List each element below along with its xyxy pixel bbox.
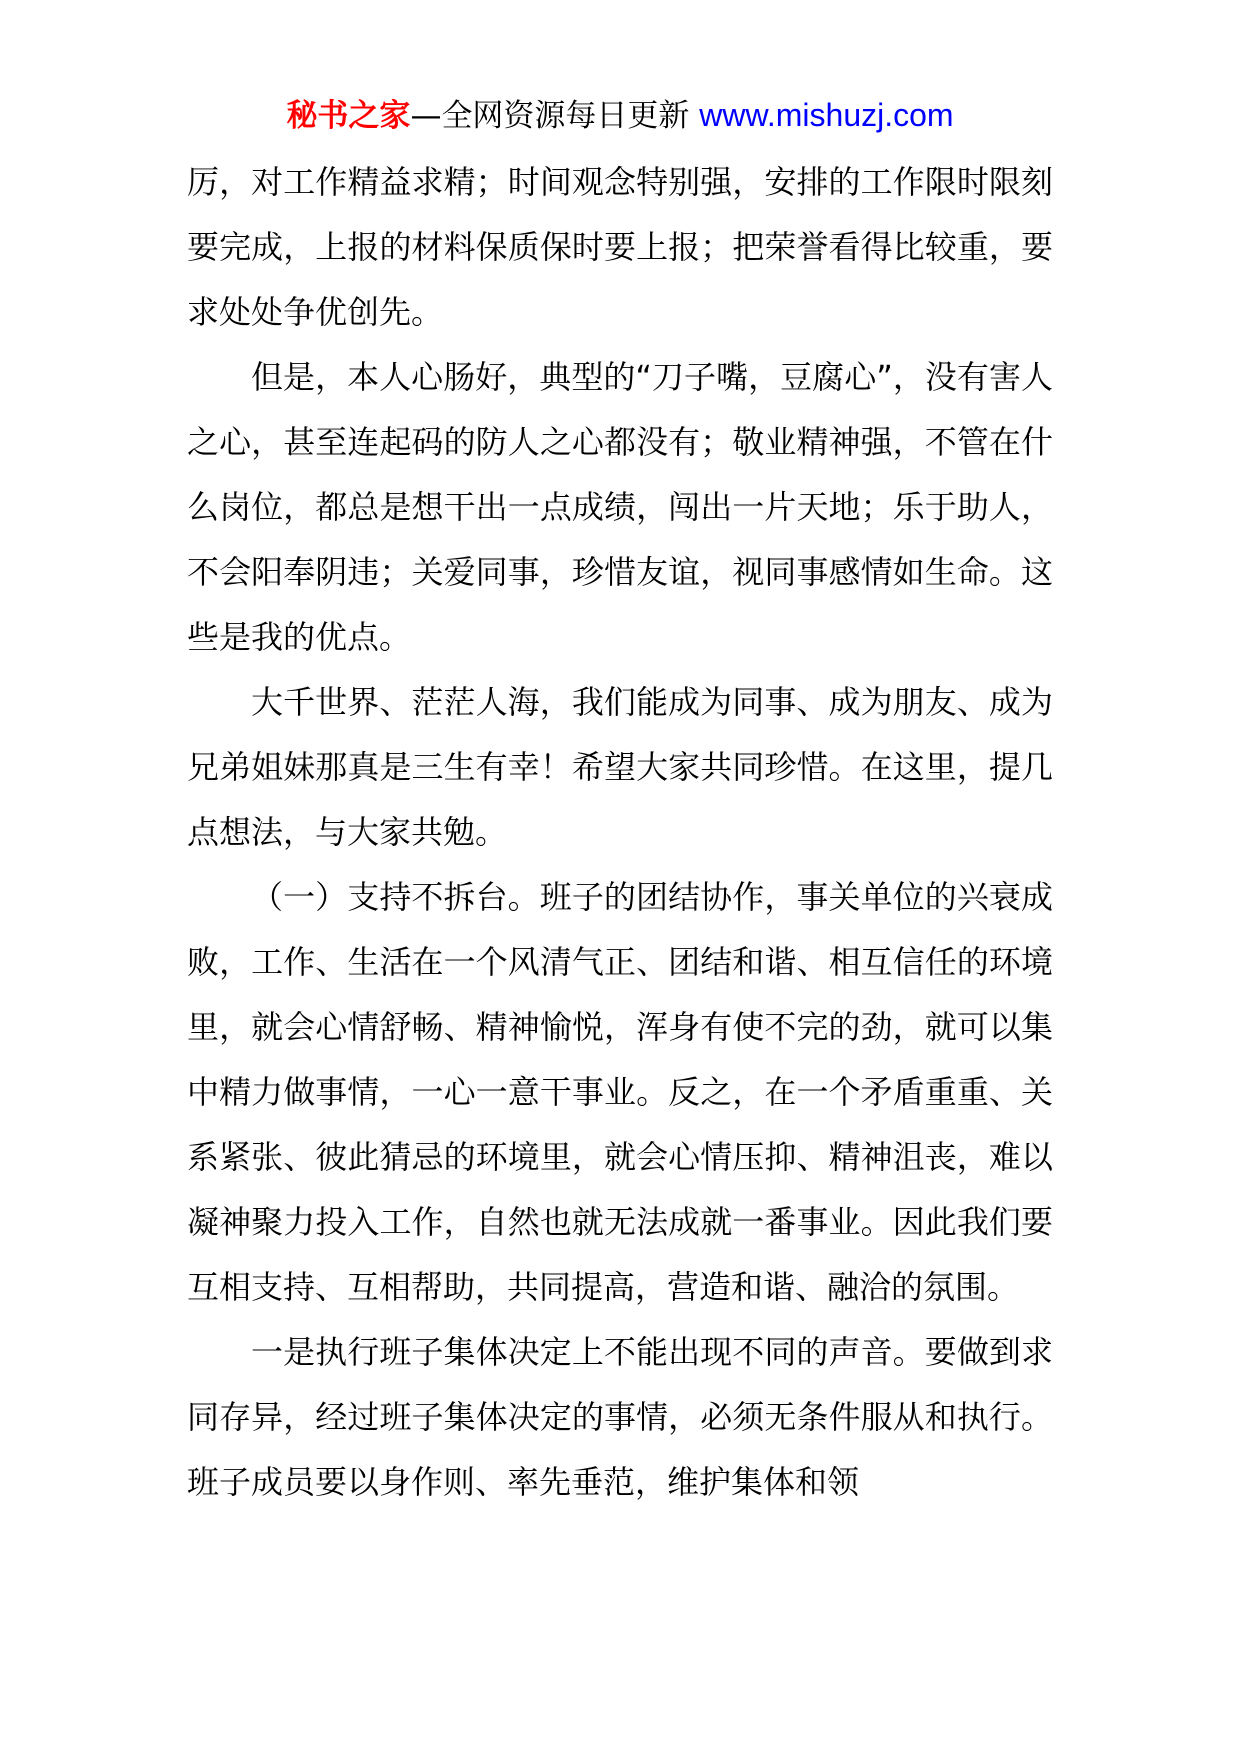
- paragraph: 一是执行班子集体决定上不能出现不同的声音。要做到求同存异，经过班子集体决定的事情，必须无条件服从和执行。班子成员要以身作则、率先垂范，维护集体和领: [187, 1333, 1053, 1501]
- paragraph: 但是，本人心肠好，典型的“刀子嘴，豆腐心”，没有害人之心，甚至连起码的防人之心都没有；敬业精神强，不管在什么岗位，都总是想干出一点成绩，闯出一片天地；乐于助人，不会阳奉阴违；关爱同事，珍惜友谊，视同事感情如生命。这些是我的优点。: [187, 358, 1053, 656]
- brand-name: 秘书之家: [286, 98, 411, 134]
- paragraph: （一）支持不拆台。班子的团结协作，事关单位的兴衰成败，工作、生活在一个风清气正、团结和谐、相互信任的环境里，就会心情舒畅、精神愉悦，浑身有使不完的劲，就可以集中精力做事情，一心一意干事业。反之，在一个矛盾重重、关系紧张、彼此猜忌的环境里，就会心情压抑、精神沮丧，难以凝神聚力投入工作，自然也就无法成就一番事业。因此我们要互相支持、互相帮助，共同提高，营造和谐、融洽的氛围。: [187, 878, 1053, 1306]
- site-url[interactable]: www.mishuzj.com: [699, 97, 954, 133]
- page-header: [0, 95, 1240, 136]
- header-tagline: —全网资源每日更新: [410, 98, 690, 134]
- document-body: [187, 150, 1053, 1515]
- paragraph: 大千世界、茫茫人海，我们能成为同事、成为朋友、成为兄弟姐妹那真是三生有幸！希望大家共同珍惜。在这里，提几点想法，与大家共勉。: [187, 683, 1053, 851]
- paragraph-continued: 厉，对工作精益求精；时间观念特别强，安排的工作限时限刻要完成，上报的材料保质保时要上报；把荣誉看得比较重，要求处处争优创先。: [187, 163, 1053, 331]
